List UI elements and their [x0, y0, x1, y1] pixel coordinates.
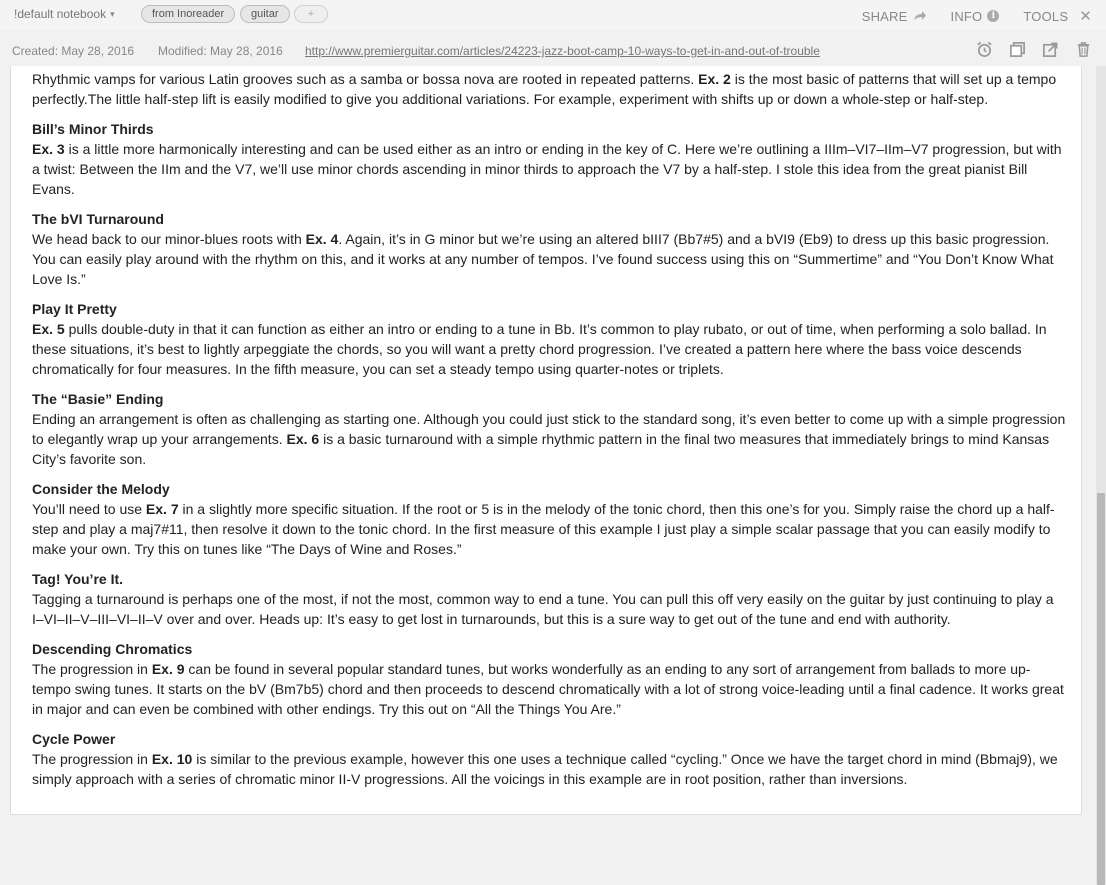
text-run: Tagging a turnaround is perhaps one of the most, if not the most, common way to end a tune. You can pull this off very easily on the guitar by just continuing to play a I–VI–II–V–III–VI–II–V over and over. Heads up: It’s easy to get lost in turnarounds, but this is a sure way to get out of the tune and end with authority. [32, 591, 1054, 627]
modified-date: Modified: May 28, 2016 [158, 44, 283, 58]
note-actions [976, 41, 1092, 58]
note-section [32, 479, 1067, 559]
alarm-clock-icon[interactable] [976, 41, 993, 58]
note-body [32, 66, 1067, 799]
section-text [32, 499, 1067, 559]
add-tag-button[interactable]: + [294, 5, 328, 23]
notebook-selector[interactable] [14, 7, 115, 21]
section-heading: Descending Chromatics [32, 641, 193, 657]
toolbar-actions [838, 7, 1092, 25]
note-content[interactable] [10, 66, 1082, 815]
section-text [32, 589, 1067, 629]
export-icon[interactable] [1042, 41, 1059, 58]
info-button[interactable] [951, 9, 1000, 24]
section-text [32, 749, 1067, 789]
text-run: Rhythmic vamps for various Latin grooves such as a samba or bossa nova are rooted in repeated patterns. [32, 71, 699, 87]
note-section [32, 299, 1067, 379]
tools-button[interactable] [1023, 7, 1092, 25]
example-ref: Ex. 5 [32, 321, 65, 337]
text-run: is a basic turnaround with a simple rhythmic pattern in the final two measures that immediately brings to mind Kansas City’s favorite son. [32, 431, 1050, 467]
note-section [32, 729, 1067, 789]
share-button[interactable] [862, 9, 927, 24]
section-heading: Bill’s Minor Thirds [32, 121, 154, 137]
chevron-down-icon: ▾ [110, 8, 115, 19]
section-heading: The bVI Turnaround [32, 211, 164, 227]
note-section [32, 389, 1067, 469]
example-ref: Ex. 10 [151, 751, 193, 767]
section-text [32, 659, 1067, 719]
section-text [32, 409, 1067, 469]
text-run: The progression in [32, 661, 152, 677]
created-date: Created: May 28, 2016 [12, 44, 135, 58]
text-run: is similar to the previous example, however this one uses a technique called “cycling.” Once we have the target chord in mind (Bbmaj9), we simply approach with a series of chromatic minor II-V progressions. All the voicings in this example are in root position, rather than inversions. [32, 751, 1058, 787]
tools-label: TOOLS [1023, 8, 1069, 24]
source-url-link[interactable]: http://www.premierguitar.com/articles/24223-jazz-boot-camp-10-ways-to-get-in-and-out-of-trouble [305, 44, 820, 58]
section-heading: Consider the Melody [32, 481, 170, 497]
example-ref: Ex. 4 [305, 231, 339, 247]
example-ref: Ex. 6 [286, 431, 320, 447]
example-ref: Ex. 9 [151, 661, 185, 677]
text-run: is a little more harmonically interesting and can be used either as an intro or ending in the key of C. Here we’re outlining a IIIm–VI7–IIm–V7 progression, but with a twist: Between the IIm and the V7, we’ll use minor chords ascending in minor thirds to approach the V7 by a half-step. I stole this idea from the great pianist Bill Evans. [32, 141, 1062, 197]
section-heading: Play It Pretty [32, 301, 117, 317]
note-section [32, 569, 1067, 629]
note-section [32, 639, 1067, 719]
scrollbar[interactable] [1096, 66, 1106, 885]
example-ref: Ex. 7 [145, 501, 179, 517]
section-text [32, 69, 1067, 109]
text-run: can be found in several popular standard tunes, but works wonderfully as an ending to any sort of arrangement from ballads to more up-tempo swing tunes. It starts on the bV (Bm7b5) chord and then proceeds to descend chromatically with a lot of strong voice-leading until a final cadence. It works great in major and can even be combined with other endings. Try this out on “All the Things You Are.” [32, 661, 1064, 717]
text-run: in a slightly more specific situation. If the root or 5 is in the melody of the tonic chord, then this one’s for you. Simply raise the chord up a half-step and play a maj7#11, then resolve it down to the tonic chord. In the first measure of this example I just play a simple scalar passage that you can easily modify to make your own. Try this on tunes like “The Days of Wine and Roses.” [32, 501, 1055, 557]
text-run: You’ll need to use [32, 501, 146, 517]
example-ref: Ex. 2 [698, 71, 731, 87]
section-heading: Cycle Power [32, 731, 116, 747]
note-section [32, 209, 1067, 289]
info-icon: i [987, 10, 999, 22]
tag-chip[interactable]: guitar [240, 5, 290, 23]
text-run: We head back to our minor-blues roots with [32, 231, 306, 247]
section-heading: The “Basie” Ending [32, 391, 164, 407]
section-text [32, 139, 1067, 199]
note-section [32, 66, 1067, 109]
share-label: SHARE [861, 8, 908, 24]
section-text [32, 229, 1067, 289]
note-meta-bar [0, 35, 1106, 65]
section-text [32, 319, 1067, 379]
arrow-icon [913, 10, 927, 22]
trash-icon[interactable] [1075, 41, 1092, 58]
tag-chip[interactable]: from Inoreader [141, 5, 235, 23]
text-run: Ending an arrangement is often as challenging as starting one. Although you could just stick to the standard song, it’s even better to come up with a simple progression to elegantly wrap up your arrangements. [32, 411, 1066, 447]
top-toolbar [0, 0, 1106, 30]
copy-icon[interactable] [1009, 41, 1026, 58]
note-section [32, 119, 1067, 199]
text-run: The progression in [32, 751, 152, 767]
text-run: . Again, it’s in G minor but we’re using an altered bIII7 (Bb7#5) and a bVI9 (Eb9) to dress up this basic progression. You can easily play around with the rhythm on this, and it works at any number of tempos. I’ve found success using this on “Summertime” and “You Don’t Know What Love Is.” [32, 231, 1054, 287]
scrollbar-thumb[interactable] [1097, 493, 1105, 885]
close-icon[interactable]: ✕ [1079, 8, 1092, 25]
example-ref: Ex. 3 [32, 141, 65, 157]
section-heading: Tag! You’re It. [32, 571, 124, 587]
text-run: is the most basic of patterns that will set up a tempo perfectly.The little half-step lift is easily modified to give you additional variations. For example, experiment with shifts up or down a whole-step or half-step. [32, 71, 1057, 107]
text-run: pulls double-duty in that it can function as either an intro or ending to a tune in Bb. It’s common to play rubato, or out of time, when performing a solo ballad. In these situations, it’s best to lightly arpeggiate the chords, so you will want a pretty chord progression. I’ve created a pattern here where the bass voice descends chromatically for four measures. In the fifth measure, you can set a steady tempo using quarter-notes or triplets. [32, 321, 1047, 377]
notebook-label: !default notebook [14, 7, 107, 21]
info-label: INFO [950, 8, 983, 24]
